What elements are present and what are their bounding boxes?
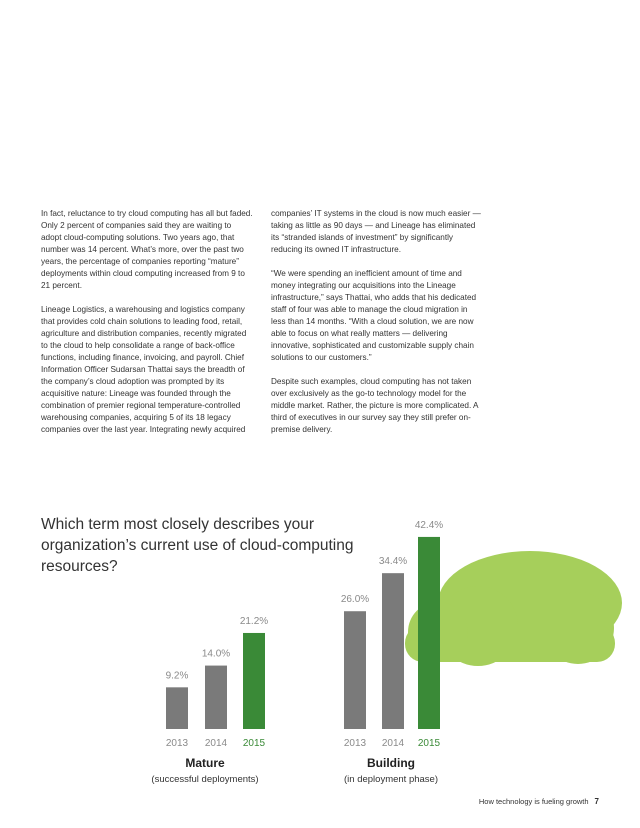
- group-title: Mature: [185, 756, 225, 770]
- year-label: 2014: [381, 738, 405, 749]
- year-label: 2013: [343, 738, 367, 749]
- paragraph: Despite such examples, cloud computing has not taken over exclusively as the go-to technology model for the middle market. Rather, the picture is more complicated. A third of executives in our survey say they still prefer on-premise delivery.: [271, 377, 479, 434]
- bar-mature-2013: [166, 687, 188, 729]
- paragraph: In fact, reluctance to try cloud computing has all but faded. Only 2 percent of companies said they are waiting to adopt cloud-computing solutions. Two years ago, that number was 14 percent. What’s more, over the past two years, the percentage of companies reporting “mature” deployments within cloud computing increased from 9 to 21 percent.: [41, 209, 253, 290]
- page-number: 7: [594, 797, 599, 806]
- bar-building-2015: [418, 537, 440, 729]
- bar-mature-2015: [243, 633, 265, 729]
- bar-building-2013: [344, 611, 366, 729]
- year-label: 2015: [417, 738, 441, 749]
- paragraph: Lineage Logistics, a warehousing and logistics company that provides cold chain solutions to leading food, retail, agriculture and distribution companies, recently migrated to the cloud to help consolidate a range of back-office functions, including finance, invoicing, and payroll. Chief Information Officer Sudarsan Thattai says the breadth of the company’s cloud adoption was prompted by its acquisitive nature: Lineage was founded through the combination of premier regional temperature-controlled warehousing companies, acquiring 5 of its 18 legacy companies over the last year. Integrating newly acquired: [41, 305, 247, 434]
- paragraph: companies’ IT systems in the cloud is now much easier — taking as little as 90 days — and Lineage has eliminated its “stranded islands of investment” by significantly reducing its owned IT infrastructure.: [271, 209, 481, 254]
- year-label: 2015: [242, 738, 266, 749]
- bar-building-2014: [382, 573, 404, 729]
- value-label: 9.2%: [165, 670, 189, 682]
- footer-text: How technology is fueling growth: [478, 797, 589, 806]
- bar-mature-2014: [205, 666, 227, 729]
- year-label: 2013: [165, 738, 189, 749]
- page-footer: [479, 797, 599, 806]
- value-label: 42.4%: [414, 519, 444, 531]
- group-subtitle: (successful deployments): [151, 774, 259, 785]
- value-label: 34.4%: [378, 556, 408, 568]
- chart-title: Which term most closely describes your organization’s current use of cloud-computing resources?: [41, 516, 354, 575]
- value-label: 21.2%: [239, 615, 269, 627]
- group-title: Building: [367, 756, 415, 770]
- year-label: 2014: [204, 738, 228, 749]
- paragraph: “We were spending an inefficient amount of time and money integrating our acquisitions into the Lineage infrastructure,” says Thattai, who adds that his dedicated staff of four was able to manage the cloud migration in less than 14 months. “With a cloud solution, we are now able to focus on what really matters — delivering innovative, sophisticated and customizable supply chain solutions to our customers.”: [271, 269, 477, 362]
- value-label: 26.0%: [340, 594, 370, 606]
- group-subtitle: (in deployment phase): [344, 774, 438, 785]
- value-label: 14.0%: [201, 648, 231, 660]
